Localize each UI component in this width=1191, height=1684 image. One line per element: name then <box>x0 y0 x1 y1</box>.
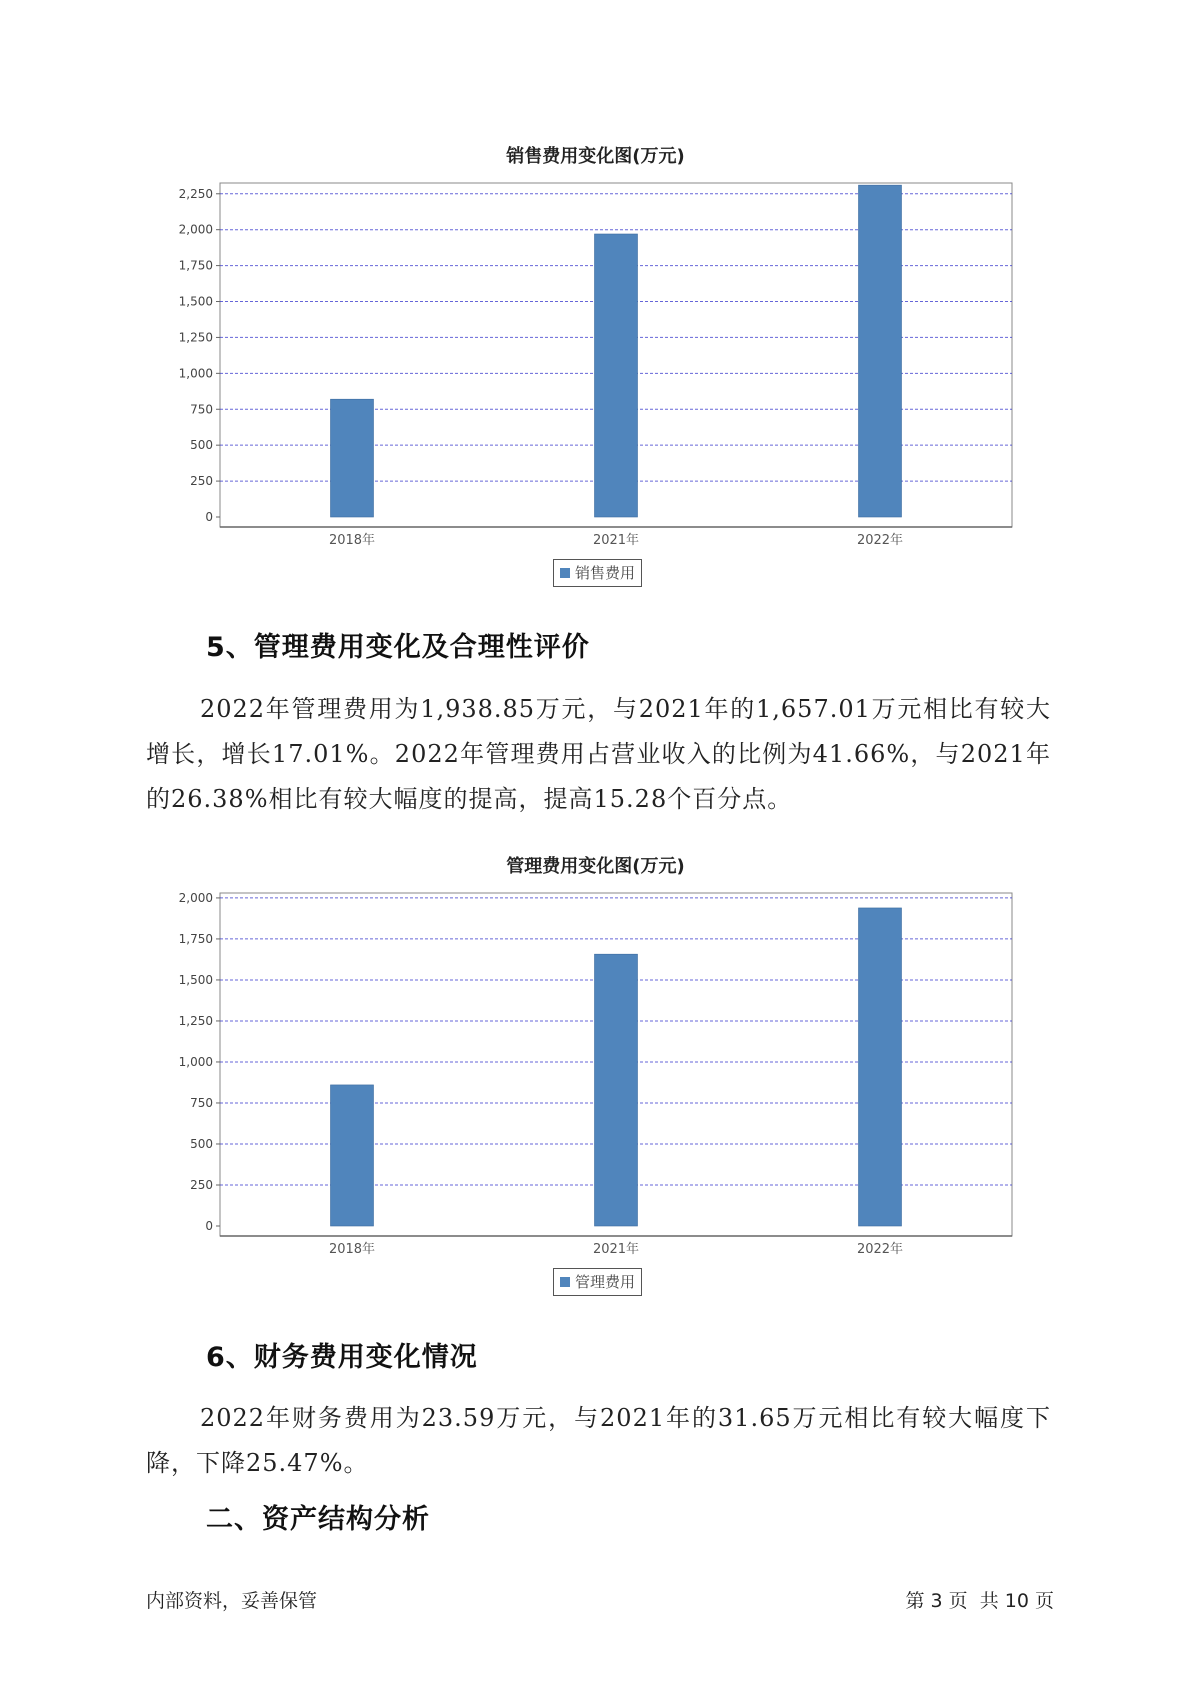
y-tick-label: 0 <box>205 1219 213 1233</box>
legend-label: 管理费用 <box>575 1273 636 1291</box>
legend-swatch-icon <box>560 1277 570 1287</box>
y-tick-label: 2,000 <box>178 222 213 237</box>
y-tick-label: 0 <box>205 510 213 524</box>
x-tick-label: 2022年 <box>856 533 904 548</box>
y-tick-label: 1,250 <box>178 1013 213 1028</box>
footer-page-number: 第 3 页 共 10 页 <box>905 1590 1054 1612</box>
y-tick-label: 500 <box>190 1136 213 1151</box>
y-tick-label: 1,250 <box>178 330 213 345</box>
y-tick-label: 750 <box>190 1095 213 1110</box>
y-tick-label: 1,750 <box>178 931 213 946</box>
y-tick-label: 1,750 <box>178 258 213 273</box>
section-6-heading: 6、财务费用变化情况 <box>206 1342 478 1373</box>
section-5-heading: 5、管理费用变化及合理性评价 <box>206 632 590 663</box>
x-tick-label: 2018年 <box>328 1242 376 1257</box>
bar <box>331 1085 374 1226</box>
y-tick-label: 1,500 <box>178 972 213 987</box>
x-tick-label: 2022年 <box>856 1242 904 1257</box>
y-tick-label: 750 <box>190 402 213 417</box>
x-tick-label: 2021年 <box>592 1242 640 1257</box>
y-tick-label: 1,500 <box>178 294 213 309</box>
x-tick-label: 2021年 <box>592 533 640 548</box>
admin-chart-title: 管理费用变化图(万元) <box>506 856 685 877</box>
y-tick-label: 1,000 <box>178 366 213 381</box>
section-6-paragraph: 2022年财务费用为23.59万元，与2021年的31.65万元相比有较大幅度下降，下降25.47%。 <box>146 1404 1051 1477</box>
admin-chart-legend <box>553 1268 642 1296</box>
footer-confidential-note: 内部资料，妥善保管 <box>146 1590 318 1612</box>
section-5-paragraph: 2022年管理费用为1,938.85万元，与2021年的1,657.01万元相比有较大增长，增长17.01%。2022年管理费用占营业收入的比例为41.66%，与2021年的26.38%相比有较大幅度的提高，提高15.28个百分点。 <box>146 695 1051 813</box>
y-tick-label: 250 <box>190 474 213 489</box>
section-two-heading: 二、资产结构分析 <box>206 1504 430 1535</box>
y-tick-label: 500 <box>190 438 213 453</box>
y-tick-label: 1,000 <box>178 1054 213 1069</box>
bar <box>595 954 638 1226</box>
sales-chart-title: 销售费用变化图(万元) <box>506 146 685 167</box>
y-tick-label: 2,250 <box>178 186 213 201</box>
x-tick-label: 2018年 <box>328 533 376 548</box>
y-tick-label: 250 <box>190 1177 213 1192</box>
y-tick-label: 2,000 <box>178 890 213 905</box>
bar <box>859 908 902 1226</box>
legend-label: 销售费用 <box>575 564 636 582</box>
